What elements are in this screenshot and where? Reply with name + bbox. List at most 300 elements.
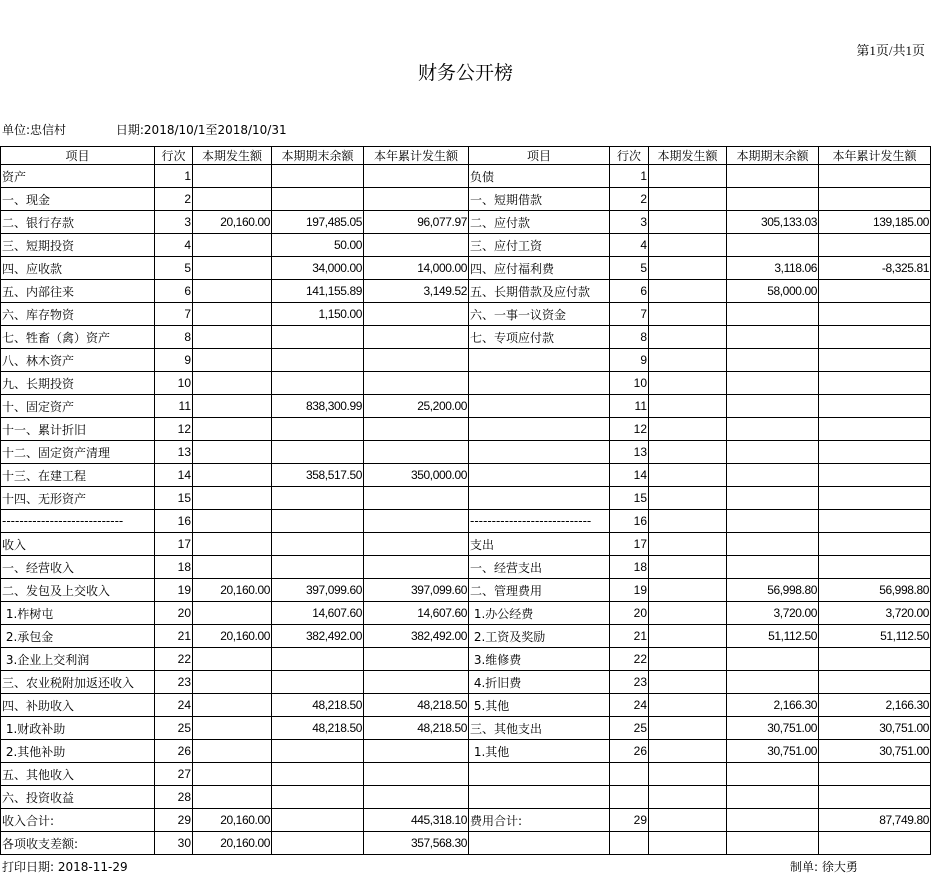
table-cell: 3	[610, 211, 649, 234]
table-row	[1, 556, 931, 579]
table-cell	[649, 326, 727, 349]
table-cell	[272, 487, 364, 510]
table-cell	[727, 349, 819, 372]
table-cell: 30,751.00	[727, 717, 819, 740]
table-cell: 3.企业上交利润	[1, 648, 155, 671]
table-cell: 25,200.00	[364, 395, 469, 418]
table-cell: 19	[610, 579, 649, 602]
table-cell	[649, 717, 727, 740]
table-cell: 20,160.00	[193, 211, 272, 234]
table-row	[1, 372, 931, 395]
table-cell	[649, 602, 727, 625]
table-cell	[272, 418, 364, 441]
table-cell: 8	[610, 326, 649, 349]
table-cell: 五、长期借款及应付款	[469, 280, 610, 303]
table-cell: 358,517.50	[272, 464, 364, 487]
table-cell	[193, 694, 272, 717]
table-cell: 五、其他收入	[1, 763, 155, 786]
table-cell: 2,166.30	[819, 694, 931, 717]
column-header: 本期发生额	[649, 147, 727, 165]
table-cell	[272, 763, 364, 786]
table-cell: 2.其他补助	[1, 740, 155, 763]
table-cell	[649, 648, 727, 671]
table-cell	[819, 303, 931, 326]
table-cell: 139,185.00	[819, 211, 931, 234]
table-cell: 14,607.60	[272, 602, 364, 625]
table-cell: 8	[155, 326, 193, 349]
table-cell	[469, 418, 610, 441]
table-cell	[469, 786, 610, 809]
table-cell	[819, 832, 931, 855]
table-cell	[727, 441, 819, 464]
table-row	[1, 786, 931, 809]
table-row	[1, 326, 931, 349]
table-cell: 4.折旧费	[469, 671, 610, 694]
table-cell	[610, 832, 649, 855]
table-cell: 51,112.50	[727, 625, 819, 648]
table-row	[1, 832, 931, 855]
table-cell: 6	[155, 280, 193, 303]
table-cell: 六、投资收益	[1, 786, 155, 809]
table-row	[1, 395, 931, 418]
table-cell	[649, 556, 727, 579]
table-cell: 96,077.97	[364, 211, 469, 234]
table-cell	[193, 280, 272, 303]
table-cell: 357,568.30	[364, 832, 469, 855]
table-cell	[727, 326, 819, 349]
table-cell	[272, 832, 364, 855]
table-cell	[819, 510, 931, 533]
table-cell: 九、长期投资	[1, 372, 155, 395]
table-row	[1, 740, 931, 763]
table-cell: 7	[155, 303, 193, 326]
table-cell	[469, 372, 610, 395]
table-cell	[193, 464, 272, 487]
table-cell	[610, 786, 649, 809]
table-row	[1, 418, 931, 441]
table-cell	[727, 648, 819, 671]
table-row	[1, 648, 931, 671]
table-cell	[193, 487, 272, 510]
report-meta	[2, 121, 287, 138]
column-header: 项目	[469, 147, 610, 165]
table-cell	[727, 510, 819, 533]
table-cell	[364, 303, 469, 326]
table-cell: 30,751.00	[727, 740, 819, 763]
table-cell	[364, 188, 469, 211]
table-cell	[819, 533, 931, 556]
column-header: 本年累计发生额	[364, 147, 469, 165]
table-row	[1, 165, 931, 188]
table-cell: 838,300.99	[272, 395, 364, 418]
table-cell	[649, 303, 727, 326]
table-cell: 3,149.52	[364, 280, 469, 303]
table-cell	[272, 556, 364, 579]
table-cell	[193, 372, 272, 395]
table-cell: ----------------------------	[469, 510, 610, 533]
table-cell: 二、银行存款	[1, 211, 155, 234]
table-cell	[193, 786, 272, 809]
table-cell	[193, 165, 272, 188]
table-cell: 三、其他支出	[469, 717, 610, 740]
table-cell: 34,000.00	[272, 257, 364, 280]
table-cell	[727, 464, 819, 487]
table-cell: 21	[610, 625, 649, 648]
table-cell	[469, 464, 610, 487]
table-cell	[364, 648, 469, 671]
table-cell: 一、经营支出	[469, 556, 610, 579]
table-cell: 1	[610, 165, 649, 188]
table-row	[1, 211, 931, 234]
table-cell: 382,492.00	[364, 625, 469, 648]
table-cell	[649, 418, 727, 441]
table-cell	[727, 786, 819, 809]
table-row	[1, 280, 931, 303]
table-cell	[649, 533, 727, 556]
table-cell: 25	[610, 717, 649, 740]
table-cell	[272, 510, 364, 533]
table-cell	[649, 188, 727, 211]
table-cell	[727, 832, 819, 855]
table-cell	[193, 648, 272, 671]
table-cell: 7	[610, 303, 649, 326]
table-cell	[727, 303, 819, 326]
column-header: 本期发生额	[193, 147, 272, 165]
table-cell	[272, 349, 364, 372]
table-cell: 30,751.00	[819, 717, 931, 740]
table-cell: 56,998.80	[819, 579, 931, 602]
table-cell	[364, 786, 469, 809]
table-cell: 397,099.60	[364, 579, 469, 602]
table-cell	[364, 165, 469, 188]
table-cell	[364, 372, 469, 395]
table-cell	[819, 280, 931, 303]
table-body	[1, 165, 931, 855]
table-cell	[819, 326, 931, 349]
table-cell: 22	[155, 648, 193, 671]
table-cell: 30,751.00	[819, 740, 931, 763]
table-cell: 收入合计:	[1, 809, 155, 832]
table-cell: 445,318.10	[364, 809, 469, 832]
table-cell: 三、短期投资	[1, 234, 155, 257]
table-cell	[649, 372, 727, 395]
table-cell	[364, 763, 469, 786]
table-cell	[649, 257, 727, 280]
table-cell	[193, 441, 272, 464]
table-cell	[364, 510, 469, 533]
table-cell: 350,000.00	[364, 464, 469, 487]
table-cell	[649, 625, 727, 648]
table-cell	[193, 326, 272, 349]
table-cell	[819, 372, 931, 395]
table-cell	[364, 418, 469, 441]
table-cell	[364, 487, 469, 510]
table-cell: 29	[155, 809, 193, 832]
table-cell: 12	[155, 418, 193, 441]
print-date: 打印日期: 2018-11-29	[2, 860, 128, 874]
table-cell	[727, 487, 819, 510]
table-cell	[649, 510, 727, 533]
table-cell: 24	[610, 694, 649, 717]
table-cell	[649, 487, 727, 510]
preparer: 制单: 徐大勇	[790, 860, 858, 874]
table-cell: 三、应付工资	[469, 234, 610, 257]
table-cell: 48,218.50	[272, 717, 364, 740]
table-cell: 六、一事一议资金	[469, 303, 610, 326]
column-header: 行次	[610, 147, 649, 165]
table-cell	[193, 234, 272, 257]
table-row	[1, 257, 931, 280]
table-cell: 58,000.00	[727, 280, 819, 303]
table-cell: 13	[610, 441, 649, 464]
table-cell: 七、专项应付款	[469, 326, 610, 349]
table-cell	[272, 326, 364, 349]
table-cell: 22	[610, 648, 649, 671]
table-cell	[364, 349, 469, 372]
table-cell: 16	[155, 510, 193, 533]
table-cell: 19	[155, 579, 193, 602]
table-cell: 11	[610, 395, 649, 418]
table-cell	[364, 326, 469, 349]
table-cell	[193, 717, 272, 740]
table-cell: 20,160.00	[193, 832, 272, 855]
table-header-row	[1, 147, 931, 165]
table-cell: 3,720.00	[819, 602, 931, 625]
table-cell: 18	[610, 556, 649, 579]
table-cell: 3,118.06	[727, 257, 819, 280]
table-cell	[819, 763, 931, 786]
table-cell	[819, 234, 931, 257]
table-cell	[649, 464, 727, 487]
table-cell: 305,133.03	[727, 211, 819, 234]
table-cell: 3	[155, 211, 193, 234]
table-cell: 15	[155, 487, 193, 510]
table-cell: 2.承包金	[1, 625, 155, 648]
table-cell	[819, 648, 931, 671]
table-cell: 9	[155, 349, 193, 372]
table-cell: 6	[610, 280, 649, 303]
table-cell: 48,218.50	[364, 694, 469, 717]
table-cell: 20	[155, 602, 193, 625]
table-cell: 12	[610, 418, 649, 441]
table-cell: 14	[155, 464, 193, 487]
table-cell	[727, 165, 819, 188]
table-cell: 197,485.05	[272, 211, 364, 234]
table-cell	[469, 349, 610, 372]
table-cell: 5	[155, 257, 193, 280]
table-cell: 24	[155, 694, 193, 717]
table-row	[1, 671, 931, 694]
table-cell	[649, 441, 727, 464]
unit-label: 单位:忠信村	[2, 123, 67, 137]
table-cell	[649, 694, 727, 717]
table-cell: 28	[155, 786, 193, 809]
table-cell: 一、经营收入	[1, 556, 155, 579]
table-cell	[727, 533, 819, 556]
table-cell	[649, 165, 727, 188]
table-cell	[819, 671, 931, 694]
table-cell: 2.工资及奖励	[469, 625, 610, 648]
table-cell	[819, 165, 931, 188]
table-cell: 20,160.00	[193, 809, 272, 832]
table-cell	[364, 740, 469, 763]
table-cell: 四、应付福利费	[469, 257, 610, 280]
table-cell	[364, 441, 469, 464]
table-cell: ----------------------------	[1, 510, 155, 533]
page-indicator: 第1页/共1页	[856, 43, 925, 58]
table-cell: 支出	[469, 533, 610, 556]
table-cell: 23	[155, 671, 193, 694]
table-cell	[819, 349, 931, 372]
table-cell	[272, 671, 364, 694]
table-cell: 9	[610, 349, 649, 372]
table-cell	[469, 763, 610, 786]
table-cell	[727, 556, 819, 579]
table-cell: 51,112.50	[819, 625, 931, 648]
table-cell: 20	[610, 602, 649, 625]
table-cell: 十一、累计折旧	[1, 418, 155, 441]
table-cell: 21	[155, 625, 193, 648]
table-cell: 23	[610, 671, 649, 694]
table-cell: 各项收支差额:	[1, 832, 155, 855]
table-cell	[272, 441, 364, 464]
table-cell	[819, 441, 931, 464]
table-cell	[727, 809, 819, 832]
table-cell	[727, 188, 819, 211]
table-cell: 48,218.50	[364, 717, 469, 740]
table-cell	[727, 395, 819, 418]
table-cell	[193, 349, 272, 372]
table-cell: 17	[610, 533, 649, 556]
table-cell: 50.00	[272, 234, 364, 257]
table-cell: 26	[610, 740, 649, 763]
table-cell: 二、发包及上交收入	[1, 579, 155, 602]
table-cell	[727, 671, 819, 694]
table-cell: 27	[155, 763, 193, 786]
table-cell	[819, 556, 931, 579]
table-cell	[649, 349, 727, 372]
table-cell: 4	[155, 234, 193, 257]
table-cell: 56,998.80	[727, 579, 819, 602]
table-row	[1, 602, 931, 625]
table-cell: 六、库存物资	[1, 303, 155, 326]
table-cell	[364, 556, 469, 579]
table-cell: 25	[155, 717, 193, 740]
table-cell	[272, 188, 364, 211]
table-row	[1, 533, 931, 556]
table-cell	[727, 418, 819, 441]
table-cell: 20,160.00	[193, 579, 272, 602]
table-row	[1, 303, 931, 326]
table-cell: 七、牲畜（禽）资产	[1, 326, 155, 349]
column-header: 本期期末余额	[272, 147, 364, 165]
table-cell: 负债	[469, 165, 610, 188]
table-cell: 382,492.00	[272, 625, 364, 648]
table-cell	[819, 188, 931, 211]
table-cell: 十三、在建工程	[1, 464, 155, 487]
table-row	[1, 441, 931, 464]
column-header: 行次	[155, 147, 193, 165]
table-cell	[193, 602, 272, 625]
table-cell: 四、应收款	[1, 257, 155, 280]
table-cell	[193, 556, 272, 579]
table-cell	[819, 487, 931, 510]
table-cell: 4	[610, 234, 649, 257]
table-cell	[649, 579, 727, 602]
table-cell: -8,325.81	[819, 257, 931, 280]
table-cell	[649, 786, 727, 809]
table-cell	[469, 832, 610, 855]
table-cell	[193, 763, 272, 786]
table-cell: 八、林木资产	[1, 349, 155, 372]
table-row	[1, 694, 931, 717]
table-cell: 三、农业税附加返还收入	[1, 671, 155, 694]
table-cell: 二、应付款	[469, 211, 610, 234]
table-cell	[649, 234, 727, 257]
table-cell: 2	[155, 188, 193, 211]
table-cell	[193, 740, 272, 763]
table-cell: 3.维修费	[469, 648, 610, 671]
table-cell: 1.办公经费	[469, 602, 610, 625]
table-cell	[727, 234, 819, 257]
table-row	[1, 234, 931, 257]
table-cell: 四、补助收入	[1, 694, 155, 717]
table-cell: 29	[610, 809, 649, 832]
table-cell: 16	[610, 510, 649, 533]
table-cell: 2,166.30	[727, 694, 819, 717]
table-cell	[819, 395, 931, 418]
table-cell	[469, 441, 610, 464]
table-cell: 20,160.00	[193, 625, 272, 648]
date-range-label: 日期:2018/10/1至2018/10/31	[115, 123, 287, 137]
table-cell: 1.财政补助	[1, 717, 155, 740]
report-title: 财务公开榜	[417, 62, 513, 84]
table-cell: 14	[610, 464, 649, 487]
table-cell: 10	[610, 372, 649, 395]
table-cell	[649, 740, 727, 763]
table-row	[1, 579, 931, 602]
table-cell	[193, 671, 272, 694]
table-cell: 2	[610, 188, 649, 211]
table-row	[1, 188, 931, 211]
table-cell: 一、短期借款	[469, 188, 610, 211]
table-cell: 收入	[1, 533, 155, 556]
table-cell: 1.其他	[469, 740, 610, 763]
table-cell	[819, 418, 931, 441]
table-cell	[649, 671, 727, 694]
table-cell	[364, 671, 469, 694]
table-cell	[469, 395, 610, 418]
table-cell	[727, 763, 819, 786]
table-cell: 1	[155, 165, 193, 188]
table-cell	[193, 188, 272, 211]
table-cell	[193, 418, 272, 441]
table-cell	[272, 809, 364, 832]
table-row	[1, 625, 931, 648]
table-cell: 11	[155, 395, 193, 418]
table-cell: 5.其他	[469, 694, 610, 717]
table-cell	[649, 763, 727, 786]
table-cell: 14,000.00	[364, 257, 469, 280]
table-cell: 五、内部往来	[1, 280, 155, 303]
table-cell: 26	[155, 740, 193, 763]
table-cell: 资产	[1, 165, 155, 188]
table-cell	[272, 533, 364, 556]
table-row	[1, 510, 931, 533]
table-row	[1, 763, 931, 786]
financial-report-table	[0, 146, 931, 855]
table-cell	[193, 257, 272, 280]
